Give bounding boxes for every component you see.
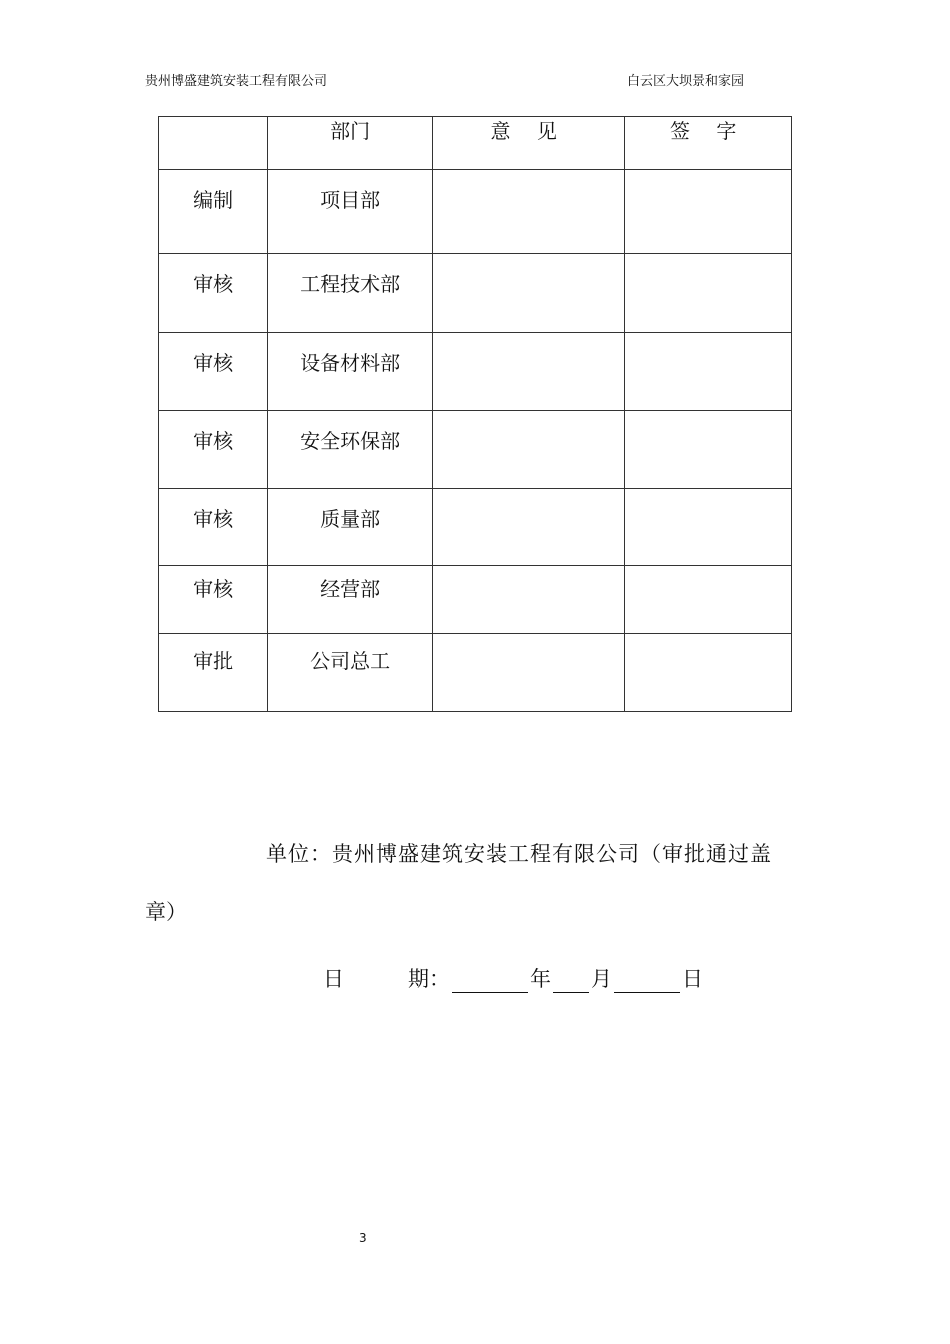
dept-cell: 质量部 bbox=[268, 489, 433, 566]
opinion-cell[interactable] bbox=[432, 170, 625, 254]
month-blank[interactable] bbox=[553, 970, 589, 993]
page-number: 3 bbox=[359, 1231, 367, 1245]
year-blank[interactable] bbox=[452, 970, 528, 993]
header-cell-role bbox=[159, 117, 268, 170]
day-label: 日 bbox=[682, 967, 703, 991]
role-cell: 编制 bbox=[159, 170, 268, 254]
signature-cell[interactable] bbox=[625, 254, 792, 333]
opinion-cell[interactable] bbox=[432, 634, 625, 712]
role-cell: 审核 bbox=[159, 254, 268, 333]
table-row bbox=[159, 411, 792, 489]
unit-statement: 单位：贵州博盛建筑安装工程有限公司（审批通过盖 bbox=[266, 842, 772, 866]
year-label: 年 bbox=[530, 967, 551, 991]
signature-cell[interactable] bbox=[625, 411, 792, 489]
header-cell-dept: 部门 bbox=[268, 117, 433, 170]
date-label-ri: 日 bbox=[323, 967, 344, 991]
opinion-cell[interactable] bbox=[432, 254, 625, 333]
role-cell: 审核 bbox=[159, 411, 268, 489]
table-row bbox=[159, 489, 792, 566]
dept-cell: 工程技术部 bbox=[268, 254, 433, 333]
header-cell-signature: 签 字 bbox=[625, 117, 792, 170]
header-company: 贵州博盛建筑安装工程有限公司 bbox=[145, 74, 328, 89]
dept-cell: 设备材料部 bbox=[268, 333, 433, 411]
dept-cell: 安全环保部 bbox=[268, 411, 433, 489]
header-project: 白云区大坝景和家园 bbox=[627, 74, 745, 89]
date-line bbox=[323, 963, 703, 993]
date-label-qi: 期： bbox=[408, 967, 450, 991]
dept-cell: 公司总工 bbox=[268, 634, 433, 712]
header-cell-opinion: 意 见 bbox=[432, 117, 625, 170]
table-row bbox=[159, 254, 792, 333]
approval-table bbox=[158, 116, 792, 712]
table-row bbox=[159, 333, 792, 411]
opinion-cell[interactable] bbox=[432, 566, 625, 634]
opinion-cell[interactable] bbox=[432, 489, 625, 566]
signature-cell[interactable] bbox=[625, 634, 792, 712]
signature-cell[interactable] bbox=[625, 170, 792, 254]
signature-cell[interactable] bbox=[625, 333, 792, 411]
signature-cell[interactable] bbox=[625, 489, 792, 566]
month-label: 月 bbox=[591, 967, 612, 991]
opinion-cell[interactable] bbox=[432, 333, 625, 411]
role-cell: 审核 bbox=[159, 489, 268, 566]
dept-cell: 经营部 bbox=[268, 566, 433, 634]
table-row bbox=[159, 634, 792, 712]
day-blank[interactable] bbox=[614, 970, 680, 993]
table-row bbox=[159, 566, 792, 634]
signature-cell[interactable] bbox=[625, 566, 792, 634]
role-cell: 审核 bbox=[159, 333, 268, 411]
role-cell: 审核 bbox=[159, 566, 268, 634]
table-header-row bbox=[159, 117, 792, 170]
opinion-cell[interactable] bbox=[432, 411, 625, 489]
role-cell: 审批 bbox=[159, 634, 268, 712]
unit-statement-continued: 章） bbox=[145, 900, 187, 924]
dept-cell: 项目部 bbox=[268, 170, 433, 254]
table-row bbox=[159, 170, 792, 254]
